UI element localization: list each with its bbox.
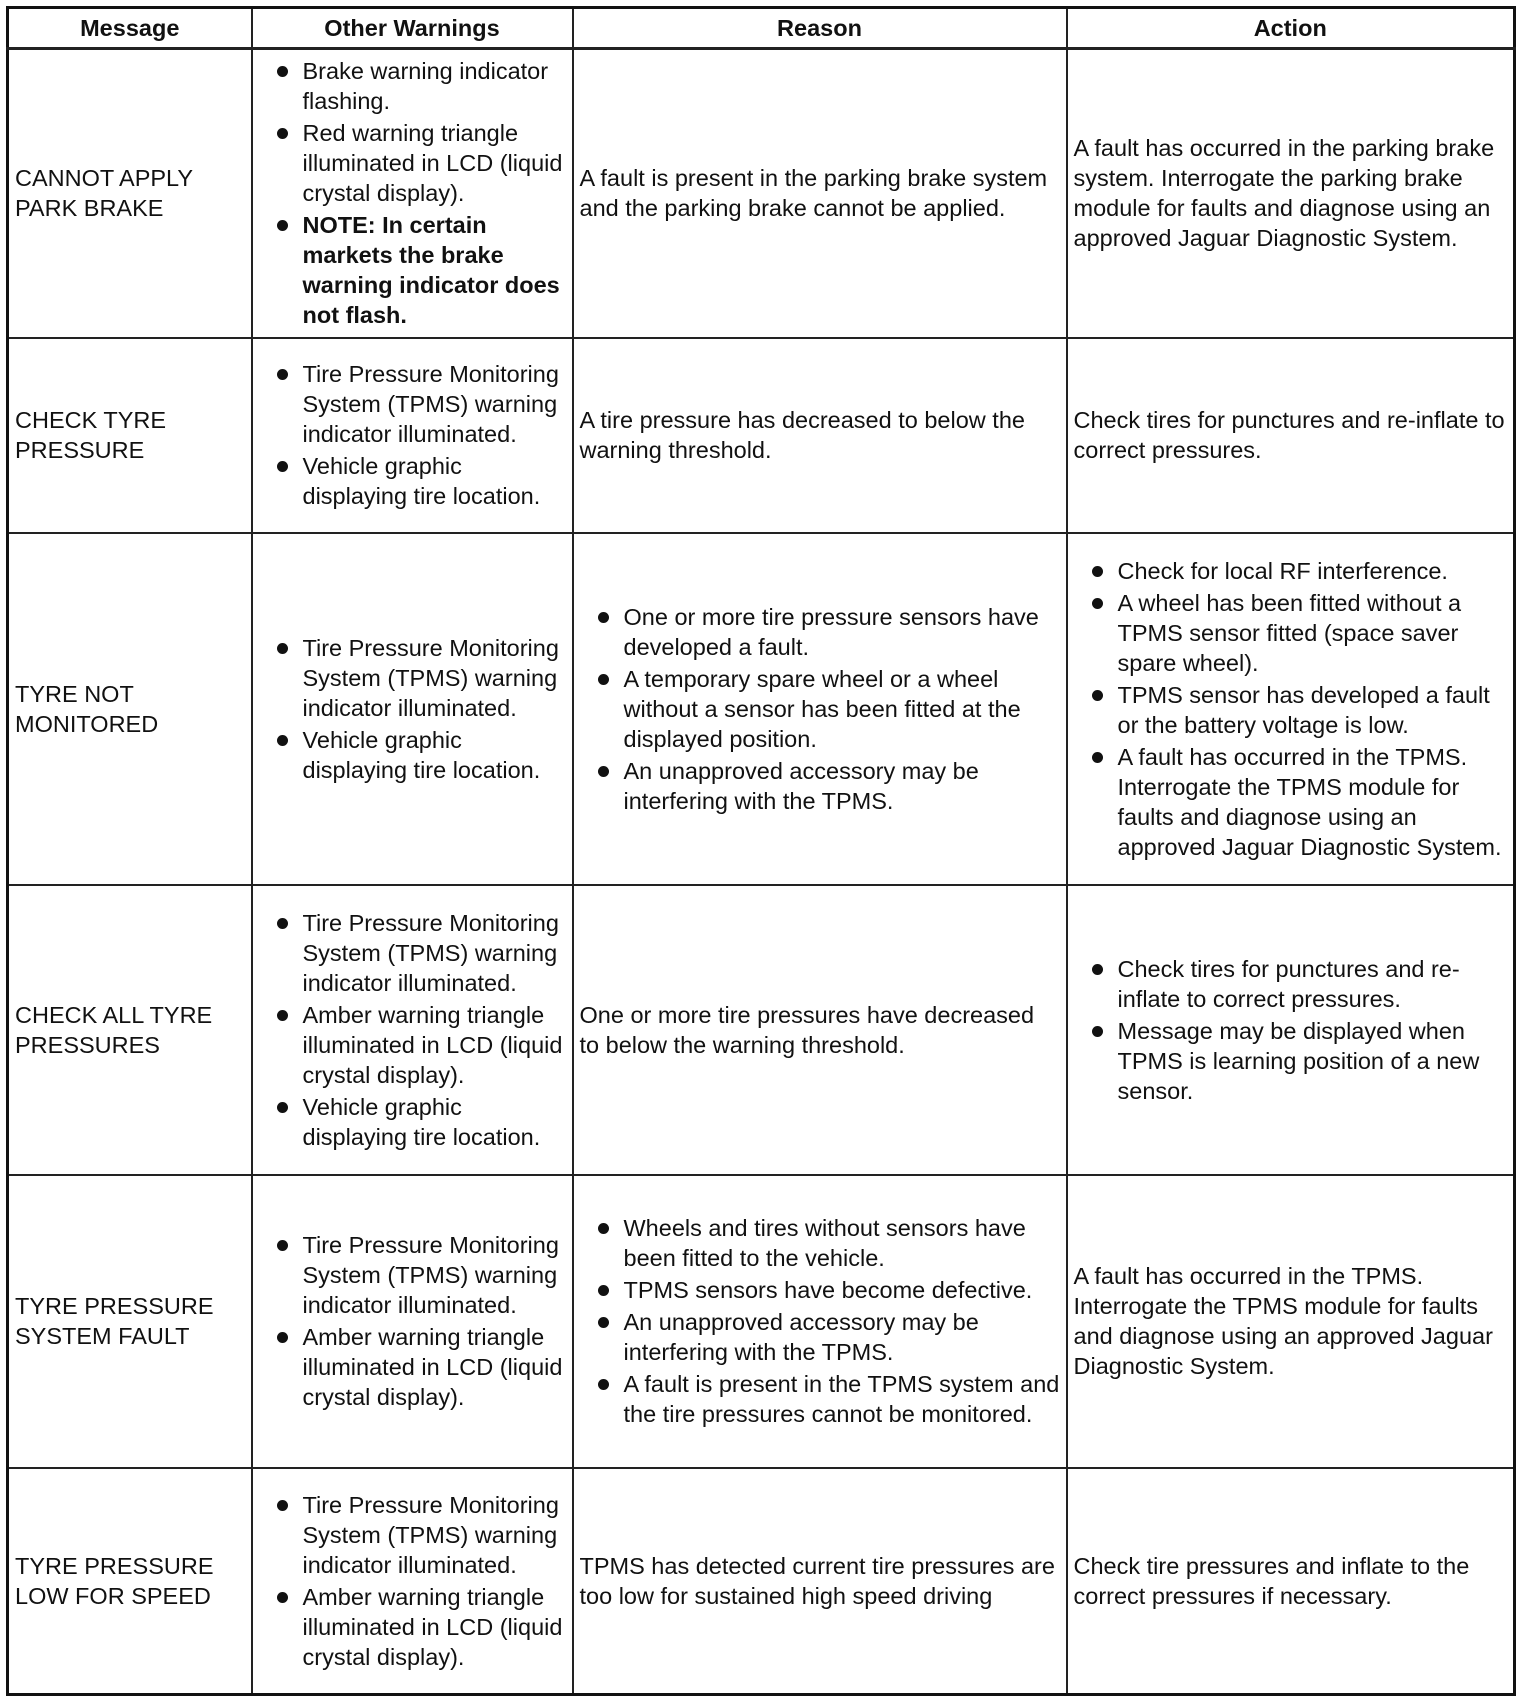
bullet-icon	[598, 1223, 609, 1234]
list-item	[259, 1230, 566, 1320]
warnings-list	[259, 633, 566, 785]
bullet-icon	[277, 461, 288, 472]
message-cell: CHECK ALL TYRE PRESSURES	[8, 885, 252, 1175]
action-cell: A fault has occurred in the parking brake system. Interrogate the parking brake module for faults and diagnose using an approved Jaguar Diagnostic System.	[1067, 49, 1515, 338]
list-item	[259, 1092, 566, 1152]
list-item-text: Tire Pressure Monitoring System (TPMS) warning indicator illuminated.	[302, 1491, 559, 1578]
action-list	[1074, 954, 1508, 1106]
bullet-icon	[277, 66, 288, 77]
list-item	[259, 908, 566, 998]
other-warnings-cell	[252, 338, 573, 533]
warnings-list	[259, 359, 566, 511]
list-item	[1074, 588, 1508, 678]
bullet-icon	[1092, 964, 1103, 975]
bullet-icon	[598, 766, 609, 777]
table-row	[8, 338, 1515, 533]
message-cell: TYRE PRESSURE LOW FOR SPEED	[8, 1468, 252, 1695]
list-item	[259, 210, 566, 330]
list-item	[259, 359, 566, 449]
list-item-text: A fault has occurred in the TPMS. Interrogate the TPMS module for faults and diagnose using an approved Jaguar Diagnostic System.	[1117, 743, 1502, 860]
bullet-icon	[277, 220, 288, 231]
bullet-icon	[598, 674, 609, 685]
list-item-text: An unapproved accessory may be interfering with the TPMS.	[623, 757, 979, 814]
other-warnings-cell	[252, 1468, 573, 1695]
table-row	[8, 885, 1515, 1175]
warnings-list	[259, 1490, 566, 1672]
message-cell: TYRE NOT MONITORED	[8, 533, 252, 885]
header-action: Action	[1067, 8, 1515, 49]
list-item	[580, 1369, 1060, 1429]
action-cell: Check tires for punctures and re-inflate to correct pressures.	[1067, 338, 1515, 533]
list-item	[1074, 556, 1508, 586]
warning-messages-table	[6, 6, 1516, 1696]
list-item	[580, 1275, 1060, 1305]
reason-cell: One or more tire pressures have decreased to below the warning threshold.	[573, 885, 1067, 1175]
reason-cell: TPMS has detected current tire pressures are too low for sustained high speed driving	[573, 1468, 1067, 1695]
list-item-text: Red warning triangle illuminated in LCD (liquid crystal display).	[302, 120, 563, 207]
list-item	[580, 602, 1060, 662]
note-text: NOTE: In certain markets the brake warning indicator does not flash.	[302, 212, 560, 329]
list-item-text: Check for local RF interference.	[1117, 557, 1448, 584]
table-row	[8, 533, 1515, 885]
bullet-icon	[277, 1010, 288, 1021]
list-item-text: Amber warning triangle illuminated in LCD (liquid crystal display).	[302, 1324, 563, 1410]
list-item	[259, 56, 566, 116]
list-item-text: Amber warning triangle illuminated in LCD (liquid crystal display).	[302, 1001, 563, 1088]
list-item	[1074, 1016, 1508, 1106]
table-header-row	[8, 8, 1515, 49]
message-cell: TYRE PRESSURE SYSTEM FAULT	[8, 1175, 252, 1468]
list-item-text: Tire Pressure Monitoring System (TPMS) warning indicator illuminated.	[302, 1232, 559, 1318]
reason-cell	[573, 1175, 1067, 1468]
bullet-icon	[598, 612, 609, 623]
other-warnings-cell	[252, 49, 573, 338]
header-reason: Reason	[573, 8, 1067, 49]
list-item	[259, 633, 566, 723]
other-warnings-cell	[252, 533, 573, 885]
bullet-icon	[277, 918, 288, 929]
bullet-icon	[598, 1379, 609, 1390]
reason-list	[580, 602, 1060, 816]
bullet-icon	[277, 1240, 288, 1251]
warnings-list	[259, 56, 566, 330]
bullet-icon	[277, 1500, 288, 1511]
header-message: Message	[8, 8, 252, 49]
other-warnings-cell	[252, 885, 573, 1175]
action-cell: A fault has occurred in the TPMS. Interrogate the TPMS module for faults and diagnose using an approved Jaguar Diagnostic System.	[1067, 1175, 1515, 1468]
list-item-text: Tire Pressure Monitoring System (TPMS) warning indicator illuminated.	[302, 634, 559, 721]
list-item-text: Vehicle graphic displaying tire location.	[302, 453, 541, 509]
message-cell: CHECK TYRE PRESSURE	[8, 338, 252, 533]
list-item-text: Brake warning indicator flashing.	[302, 58, 549, 115]
list-item	[259, 1490, 566, 1580]
bullet-icon	[277, 128, 288, 139]
list-item	[259, 1582, 566, 1672]
list-item	[259, 1000, 566, 1090]
list-item	[1074, 954, 1508, 1014]
list-item-text: TPMS sensor has developed a fault or the battery voltage is low.	[1117, 681, 1490, 738]
list-item	[259, 451, 566, 511]
list-item-text: Vehicle graphic displaying tire location.	[302, 726, 541, 783]
list-item-text: A fault is present in the TPMS system and the tire pressures cannot be monitored.	[623, 1371, 1060, 1427]
document-page	[6, 6, 1513, 1696]
list-item-text: TPMS sensors have become defective.	[623, 1277, 1033, 1303]
bullet-icon	[1092, 598, 1103, 609]
list-item-text: A temporary spare wheel or a wheel without a sensor has been fitted at the displayed position.	[623, 665, 1021, 752]
message-cell: CANNOT APPLY PARK BRAKE	[8, 49, 252, 338]
list-item-text: Tire Pressure Monitoring System (TPMS) warning indicator illuminated.	[302, 361, 559, 447]
action-cell: Check tire pressures and inflate to the correct pressures if necessary.	[1067, 1468, 1515, 1695]
bullet-icon	[1092, 566, 1103, 577]
list-item	[259, 1322, 566, 1412]
other-warnings-cell	[252, 1175, 573, 1468]
list-item	[580, 664, 1060, 754]
header-other-warnings: Other Warnings	[252, 8, 573, 49]
bullet-icon	[1092, 752, 1103, 763]
action-cell	[1067, 885, 1515, 1175]
list-item-text: Tire Pressure Monitoring System (TPMS) warning indicator illuminated.	[302, 909, 559, 996]
list-item-text: Check tires for punctures and re-inflate to correct pressures.	[1117, 955, 1460, 1012]
table-row	[8, 1468, 1515, 1695]
warnings-list	[259, 1230, 566, 1412]
list-item	[1074, 742, 1508, 862]
reason-list	[580, 1213, 1060, 1429]
list-item-text: Vehicle graphic displaying tire location.	[302, 1093, 541, 1150]
bullet-icon	[277, 735, 288, 746]
reason-cell: A tire pressure has decreased to below the warning threshold.	[573, 338, 1067, 533]
list-item	[580, 756, 1060, 816]
list-item	[580, 1307, 1060, 1367]
bullet-icon	[277, 1592, 288, 1603]
bullet-icon	[1092, 690, 1103, 701]
reason-cell: A fault is present in the parking brake system and the parking brake cannot be applied.	[573, 49, 1067, 338]
list-item-text: An unapproved accessory may be interfering with the TPMS.	[623, 1309, 979, 1365]
bullet-icon	[598, 1285, 609, 1296]
table-row	[8, 1175, 1515, 1468]
table-row	[8, 49, 1515, 338]
list-item	[1074, 680, 1508, 740]
list-item-text: Message may be displayed when TPMS is learning position of a new sensor.	[1117, 1017, 1480, 1104]
bullet-icon	[1092, 1026, 1103, 1037]
list-item-text: Wheels and tires without sensors have been fitted to the vehicle.	[623, 1215, 1026, 1271]
bullet-icon	[277, 1102, 288, 1113]
list-item-text: A wheel has been fitted without a TPMS sensor fitted (space saver spare wheel).	[1117, 589, 1462, 676]
bullet-icon	[277, 643, 288, 654]
list-item-text: One or more tire pressure sensors have developed a fault.	[623, 603, 1039, 660]
action-cell	[1067, 533, 1515, 885]
bullet-icon	[277, 369, 288, 380]
list-item	[259, 118, 566, 208]
list-item	[259, 725, 566, 785]
bullet-icon	[277, 1332, 288, 1343]
list-item-text: Amber warning triangle illuminated in LCD (liquid crystal display).	[302, 1583, 563, 1670]
reason-cell	[573, 533, 1067, 885]
list-item	[580, 1213, 1060, 1273]
warnings-list	[259, 908, 566, 1152]
action-list	[1074, 556, 1508, 862]
bullet-icon	[598, 1317, 609, 1328]
